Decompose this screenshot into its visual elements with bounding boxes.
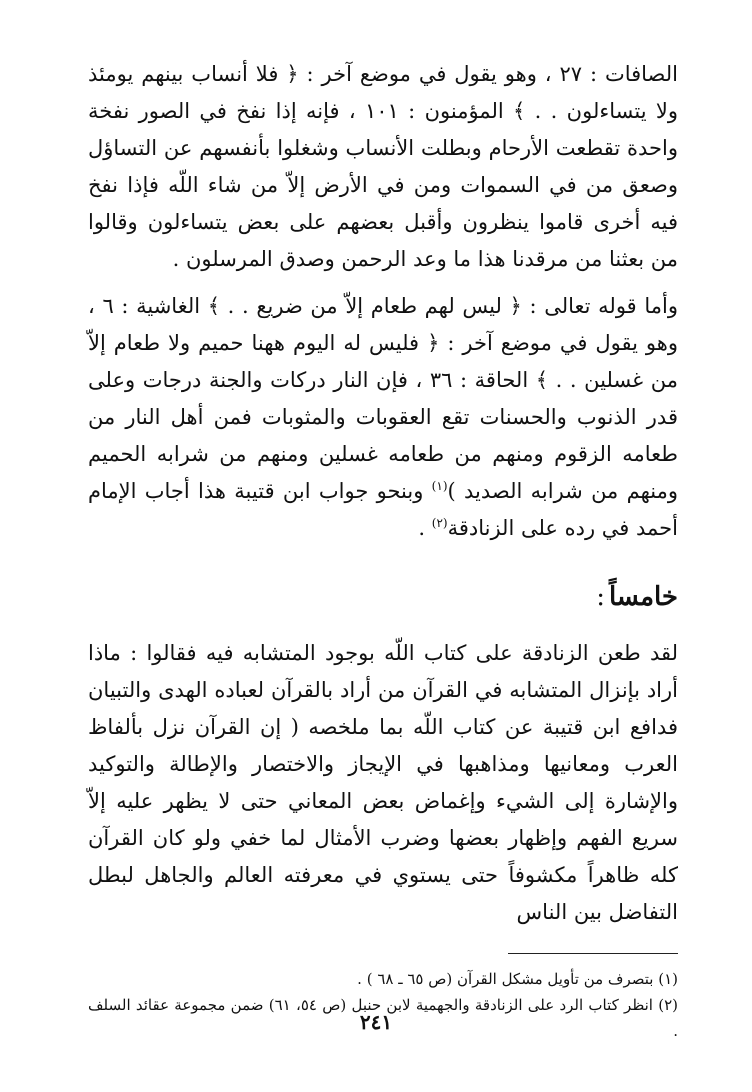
section-heading-colon: :	[596, 582, 605, 612]
paragraph-2	[88, 288, 678, 547]
paragraph-2-main-text: وأما قوله تعالى : ﴿ ليس لهم طعام إلاّ من ضريع . . ﴾ الغاشية : ٦ ، وهو يقول في موضع آخر : ﴿ فليس له اليوم ههنا حميم ولا طعام إلاّ من غسلين . . ﴾ الحاقة : ٣٦ ، فإن النار دركات والجنة درجات وعلى قدر الذنوب والحسنات تقع العقوبات والمثوبات فمن أهل النار من طعامه الزقوم ومنهم من طعامه غسلين ومنهم من شرابه الحميم ومنهم من شرابه الصديد )	[88, 294, 678, 503]
footnote-1: (١) بتصرف من تأويل مشكل القرآن (ص ٦٥ ـ ٦٨ ) .	[357, 970, 678, 988]
footnote-ref-2: (٢)	[431, 516, 448, 530]
paragraph-2-middle-text: وبنحو جواب ابن قتيبة هذا أجاب الإمام أحمد في رده على الزنادقة	[88, 479, 678, 540]
paragraph-2-end-text: .	[418, 516, 432, 540]
paragraph-1: الصافات : ٢٧ ، وهو يقول في موضع آخر : ﴿ فلا أنساب بينهم يومئذ ولا يتساءلون . . ﴾ المؤمنون : ١٠١ ، فإنه إذا نفخ في الصور نفخة واحدة تقطعت الأرحام وبطلت الأنساب وشغلوا بأنفسهم عن التساؤل وصعق من في السموات ومن في الأرض إلاّ من شاء اللّه فإذا نفخ فيه أخرى قاموا ينظرون وأقبل بعضهم على بعض يتساءلون وقالوا من بعثنا من مرقدنا هذا ما وعد الرحمن وصدق المرسلون .	[88, 62, 678, 271]
footnote-ref-1: (١)	[431, 479, 448, 493]
section-heading	[88, 577, 678, 617]
page-content	[88, 56, 678, 1044]
section-heading-text: خامساً	[608, 582, 678, 612]
footnote-divider	[508, 953, 678, 954]
paragraph-3: لقد طعن الزنادقة على كتاب اللّه بوجود المتشابه فيه فقالوا : ماذا أراد بإنزال المتشابه في القرآن من أراد بالقرآن لعباده الهدى والتبيان فدافع ابن قتيبة عن كتاب اللّه بما ملخصه ( إن القرآن نزل بألفاظ العرب ومعانيها ومذاهبها في الإيجاز والاختصار والإطالة والتوكيد والإشارة إلى الشيء وإغماض بعض المعاني حتى لا يظهر عليه إلاّ سريع الفهم وإظهار بعضها وضرب الأمثال لما خفي ولو كان القرآن كله ظاهراً مكشوفاً حتى يستوي في معرفته العالم والجاهل لبطل التفاضل بين الناس	[88, 641, 678, 924]
footnote-2: (٢) انظر كتاب الرد على الزنادقة والجهمية لابن حنبل (ص ٥٤، ٦١) ضمن مجموعة عقائد السلف .	[88, 996, 679, 1040]
page-number: ٢٤١	[359, 1010, 393, 1034]
